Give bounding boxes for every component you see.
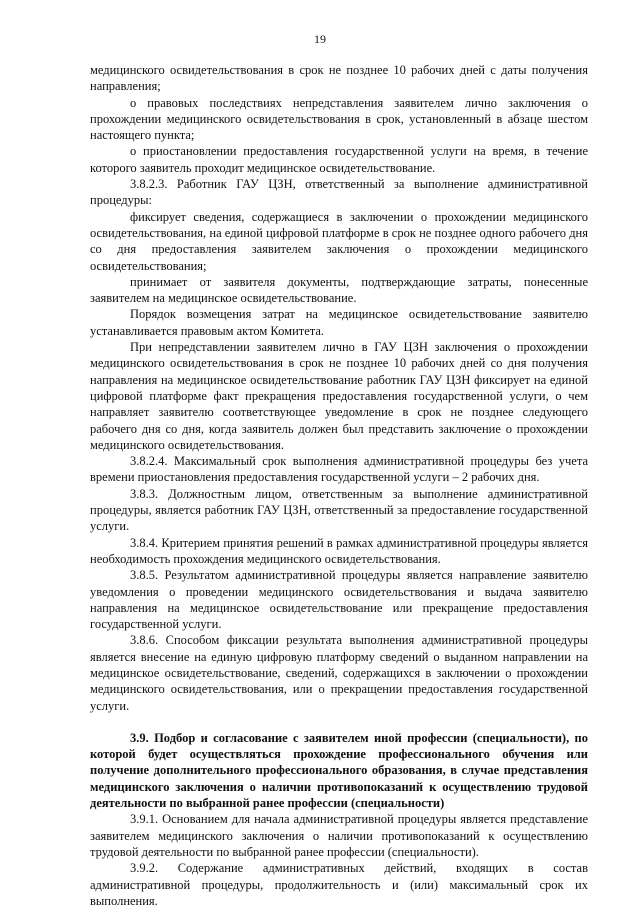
paragraph-referral-deadline: медицинского освидетельствования в срок не позднее 10 рабочих дней с даты получения направления;: [90, 63, 588, 94]
paragraph-3-8-4: 3.8.4. Критерием принятия решений в рамках административной процедуры является необходимость прохождения медицинского освидетельствования.: [90, 535, 588, 566]
document-body: [90, 62, 588, 909]
paragraph-reimbursement-procedure: Порядок возмещения затрат на медицинское освидетельствование заявителю устанавливается правовым актом Комитета.: [90, 307, 588, 338]
paragraph-3-9-2: 3.9.2. Содержание административных действий, входящих в состав административной процедуры, продолжительность и (или) максимальный срок их выполнения.: [90, 861, 588, 908]
paragraph-legal-consequences: о правовых последствиях непредставления заявителем лично заключения о прохождении медицинского освидетельствования в срок, установленный в абзаце шестом настоящего пункта;: [90, 95, 588, 143]
paragraph-3-8-2-4: 3.8.2.4. Максимальный срок выполнения административной процедуры без учета времени приостановления предоставления государственной услуги – 2 рабочих дня.: [90, 454, 588, 485]
paragraph-3-8-2-3: 3.8.2.3. Работник ГАУ ЦЗН, ответственный за выполнение административной процедуры:: [90, 177, 588, 208]
page-number: 19: [314, 32, 326, 46]
paragraph-accepts-documents: принимает от заявителя документы, подтверждающие затраты, понесенные заявителем на медицинское освидетельствование.: [90, 274, 588, 306]
paragraph-service-suspension: о приостановлении предоставления государственной услуги на время, в течение которого заявитель проходит медицинское освидетельствование.: [90, 144, 588, 175]
paragraph-3-8-6: 3.8.6. Способом фиксации результата выполнения административной процедуры является внесение на единую цифровую платформу сведений о выданном направлении на медицинское освидетельствование, сведений, содержащихся в заключении о прохождении медицинского освидетельствования, или о прекращении предоставления государственной услуги.: [90, 633, 588, 713]
paragraph-non-submission: При непредставлении заявителем лично в ГАУ ЦЗН заключения о прохождении медицинского освидетельствования в срок не позднее 10 рабочих дней со дня получения направления на медицинское освидетельствование работник ГАУ ЦЗН фиксирует на единой цифровой платформе факт прекращения предоставления государственной услуги, о чем направляет заявителю соответствующее уведомление в срок не позднее следующего рабочего дня со дня, когда заявитель должен был представить заключение о прохождении медицинского освидетельствования.: [90, 340, 588, 452]
section-heading-3-9: 3.9. Подбор и согласование с заявителем иной профессии (специальности), по которой будет осуществляться прохождение профессионального обучения или получение дополнительного профессионального образования, в случае представления медицинского заключения о наличии противопоказаний к осуществлению трудовой деятельности по выбранной ранее профессии (специальности): [90, 730, 588, 811]
paragraph-3-8-5: 3.8.5. Результатом административной процедуры является направление заявителю уведомления о проведении медицинского освидетельствования и выдача заявителю направления на медицинское освидетельствование или прекращение предоставления государственной услуги.: [90, 568, 588, 632]
paragraph-3-8-3: 3.8.3. Должностным лицом, ответственным за выполнение административной процедуры, является работник ГАУ ЦЗН, ответственный за предоставление государственной услуги.: [90, 486, 588, 534]
paragraph-records-conclusion: фиксирует сведения, содержащиеся в заключении о прохождении медицинского освидетельствования, на единой цифровой платформе в срок не позднее одного рабочего дня со дня предоставления заявителем заключения о прохождении медицинского освидетельствования;: [90, 209, 588, 273]
paragraph-3-9-1: 3.9.1. Основанием для начала административной процедуры является представление заявителем медицинского заключения о наличии противопоказаний к осуществлению трудовой деятельности по выбранной ранее профессии (специальности).: [90, 812, 588, 859]
